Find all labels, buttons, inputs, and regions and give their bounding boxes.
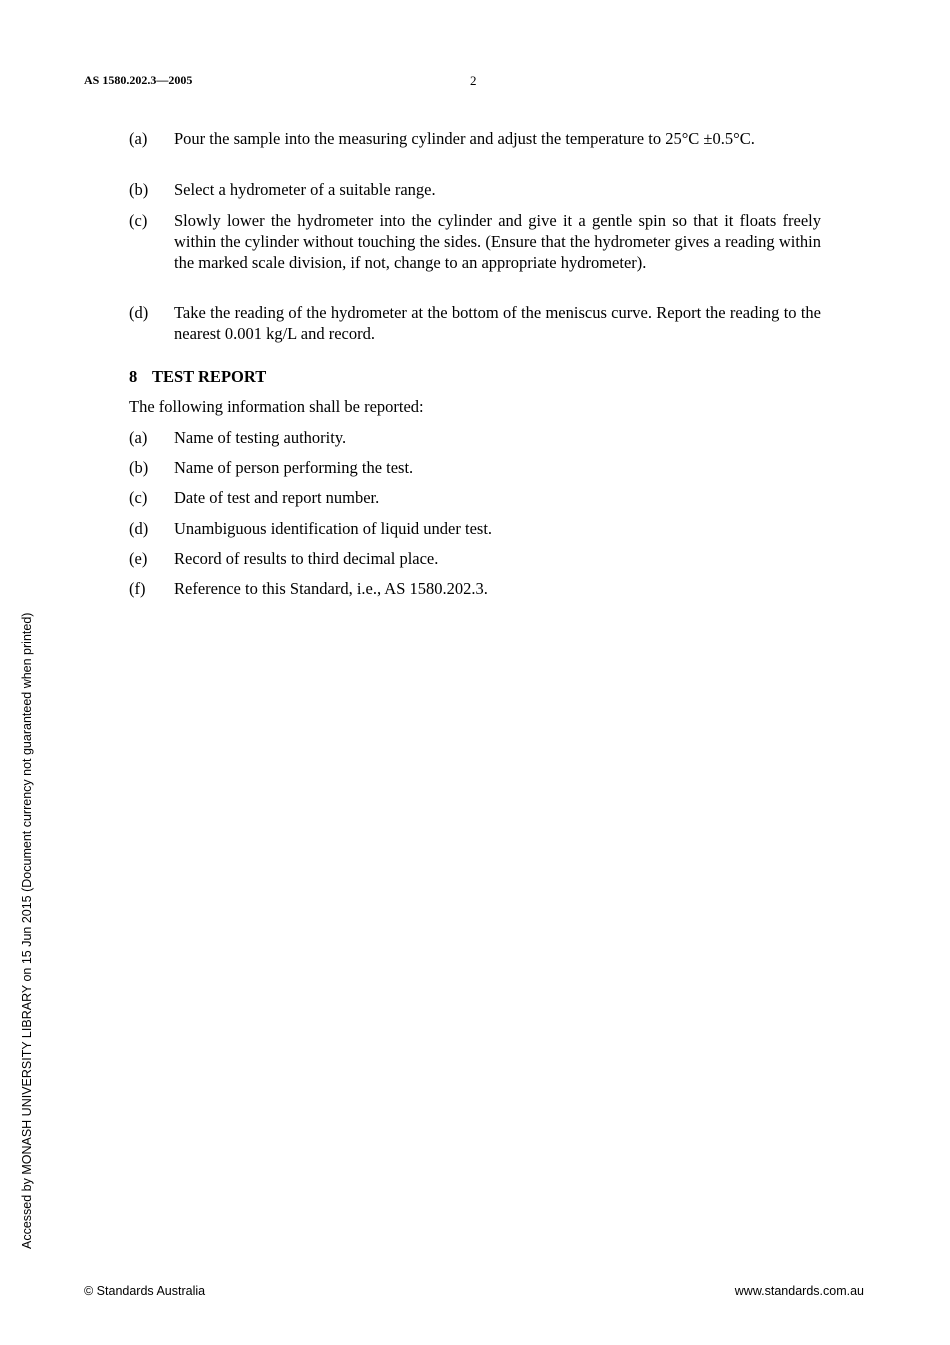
list-label: (c) bbox=[129, 488, 148, 507]
list-text: Slowly lower the hydrometer into the cylinder and give it a gentle spin so that it floats freely within the cylinder without touching the sides. (Ensure that the hydrometer gives a reading within the marked scale division, if not, change to an appropriate hydrometer). bbox=[174, 211, 821, 272]
report-item bbox=[129, 549, 821, 570]
list-label: (d) bbox=[129, 303, 149, 322]
page-number: 2 bbox=[470, 73, 477, 88]
standard-number: AS 1580.202.3—2005 bbox=[84, 73, 193, 87]
list-text: Reference to this Standard, i.e., AS 1580.202.3. bbox=[174, 579, 488, 598]
list-label: (a) bbox=[129, 428, 148, 447]
list-label: (f) bbox=[129, 579, 146, 598]
report-item bbox=[129, 428, 821, 449]
list-label: (b) bbox=[129, 458, 149, 477]
procedure-step bbox=[129, 303, 821, 345]
list-text: Unambiguous identification of liquid under test. bbox=[174, 519, 493, 538]
report-item bbox=[129, 519, 821, 540]
list-label: (a) bbox=[129, 129, 148, 148]
report-item bbox=[129, 579, 821, 600]
list-label: (e) bbox=[129, 549, 148, 568]
procedure-step bbox=[129, 180, 821, 201]
list-text: Take the reading of the hydrometer at the bottom of the meniscus curve. Report the reading to the nearest 0.001 kg/L and record. bbox=[174, 303, 821, 343]
procedure-step bbox=[129, 129, 821, 150]
report-item bbox=[129, 458, 821, 479]
footer-copyright: © Standards Australia bbox=[84, 1284, 206, 1298]
list-text: Date of test and report number. bbox=[174, 488, 380, 507]
access-notice: Accessed by MONASH UNIVERSITY LIBRARY on 15 Jun 2015 (Document currency not guaranteed when printed) bbox=[20, 612, 34, 1249]
section-title: TEST REPORT bbox=[152, 367, 267, 386]
list-text: Name of testing authority. bbox=[174, 428, 347, 447]
report-item bbox=[129, 488, 821, 509]
list-label: (d) bbox=[129, 519, 149, 538]
section-heading bbox=[129, 367, 266, 388]
section-number: 8 bbox=[129, 367, 138, 386]
procedure-step bbox=[129, 211, 821, 273]
list-label: (b) bbox=[129, 180, 149, 199]
list-text: Pour the sample into the measuring cylinder and adjust the temperature to 25°C ±0.5°C. bbox=[174, 129, 755, 148]
footer-website: www.standards.com.au bbox=[734, 1284, 864, 1298]
list-text: Select a hydrometer of a suitable range. bbox=[174, 180, 436, 199]
list-text: Record of results to third decimal place. bbox=[174, 549, 439, 568]
section-intro: The following information shall be reported: bbox=[129, 397, 424, 416]
list-text: Name of person performing the test. bbox=[174, 458, 414, 477]
list-label: (c) bbox=[129, 211, 148, 230]
